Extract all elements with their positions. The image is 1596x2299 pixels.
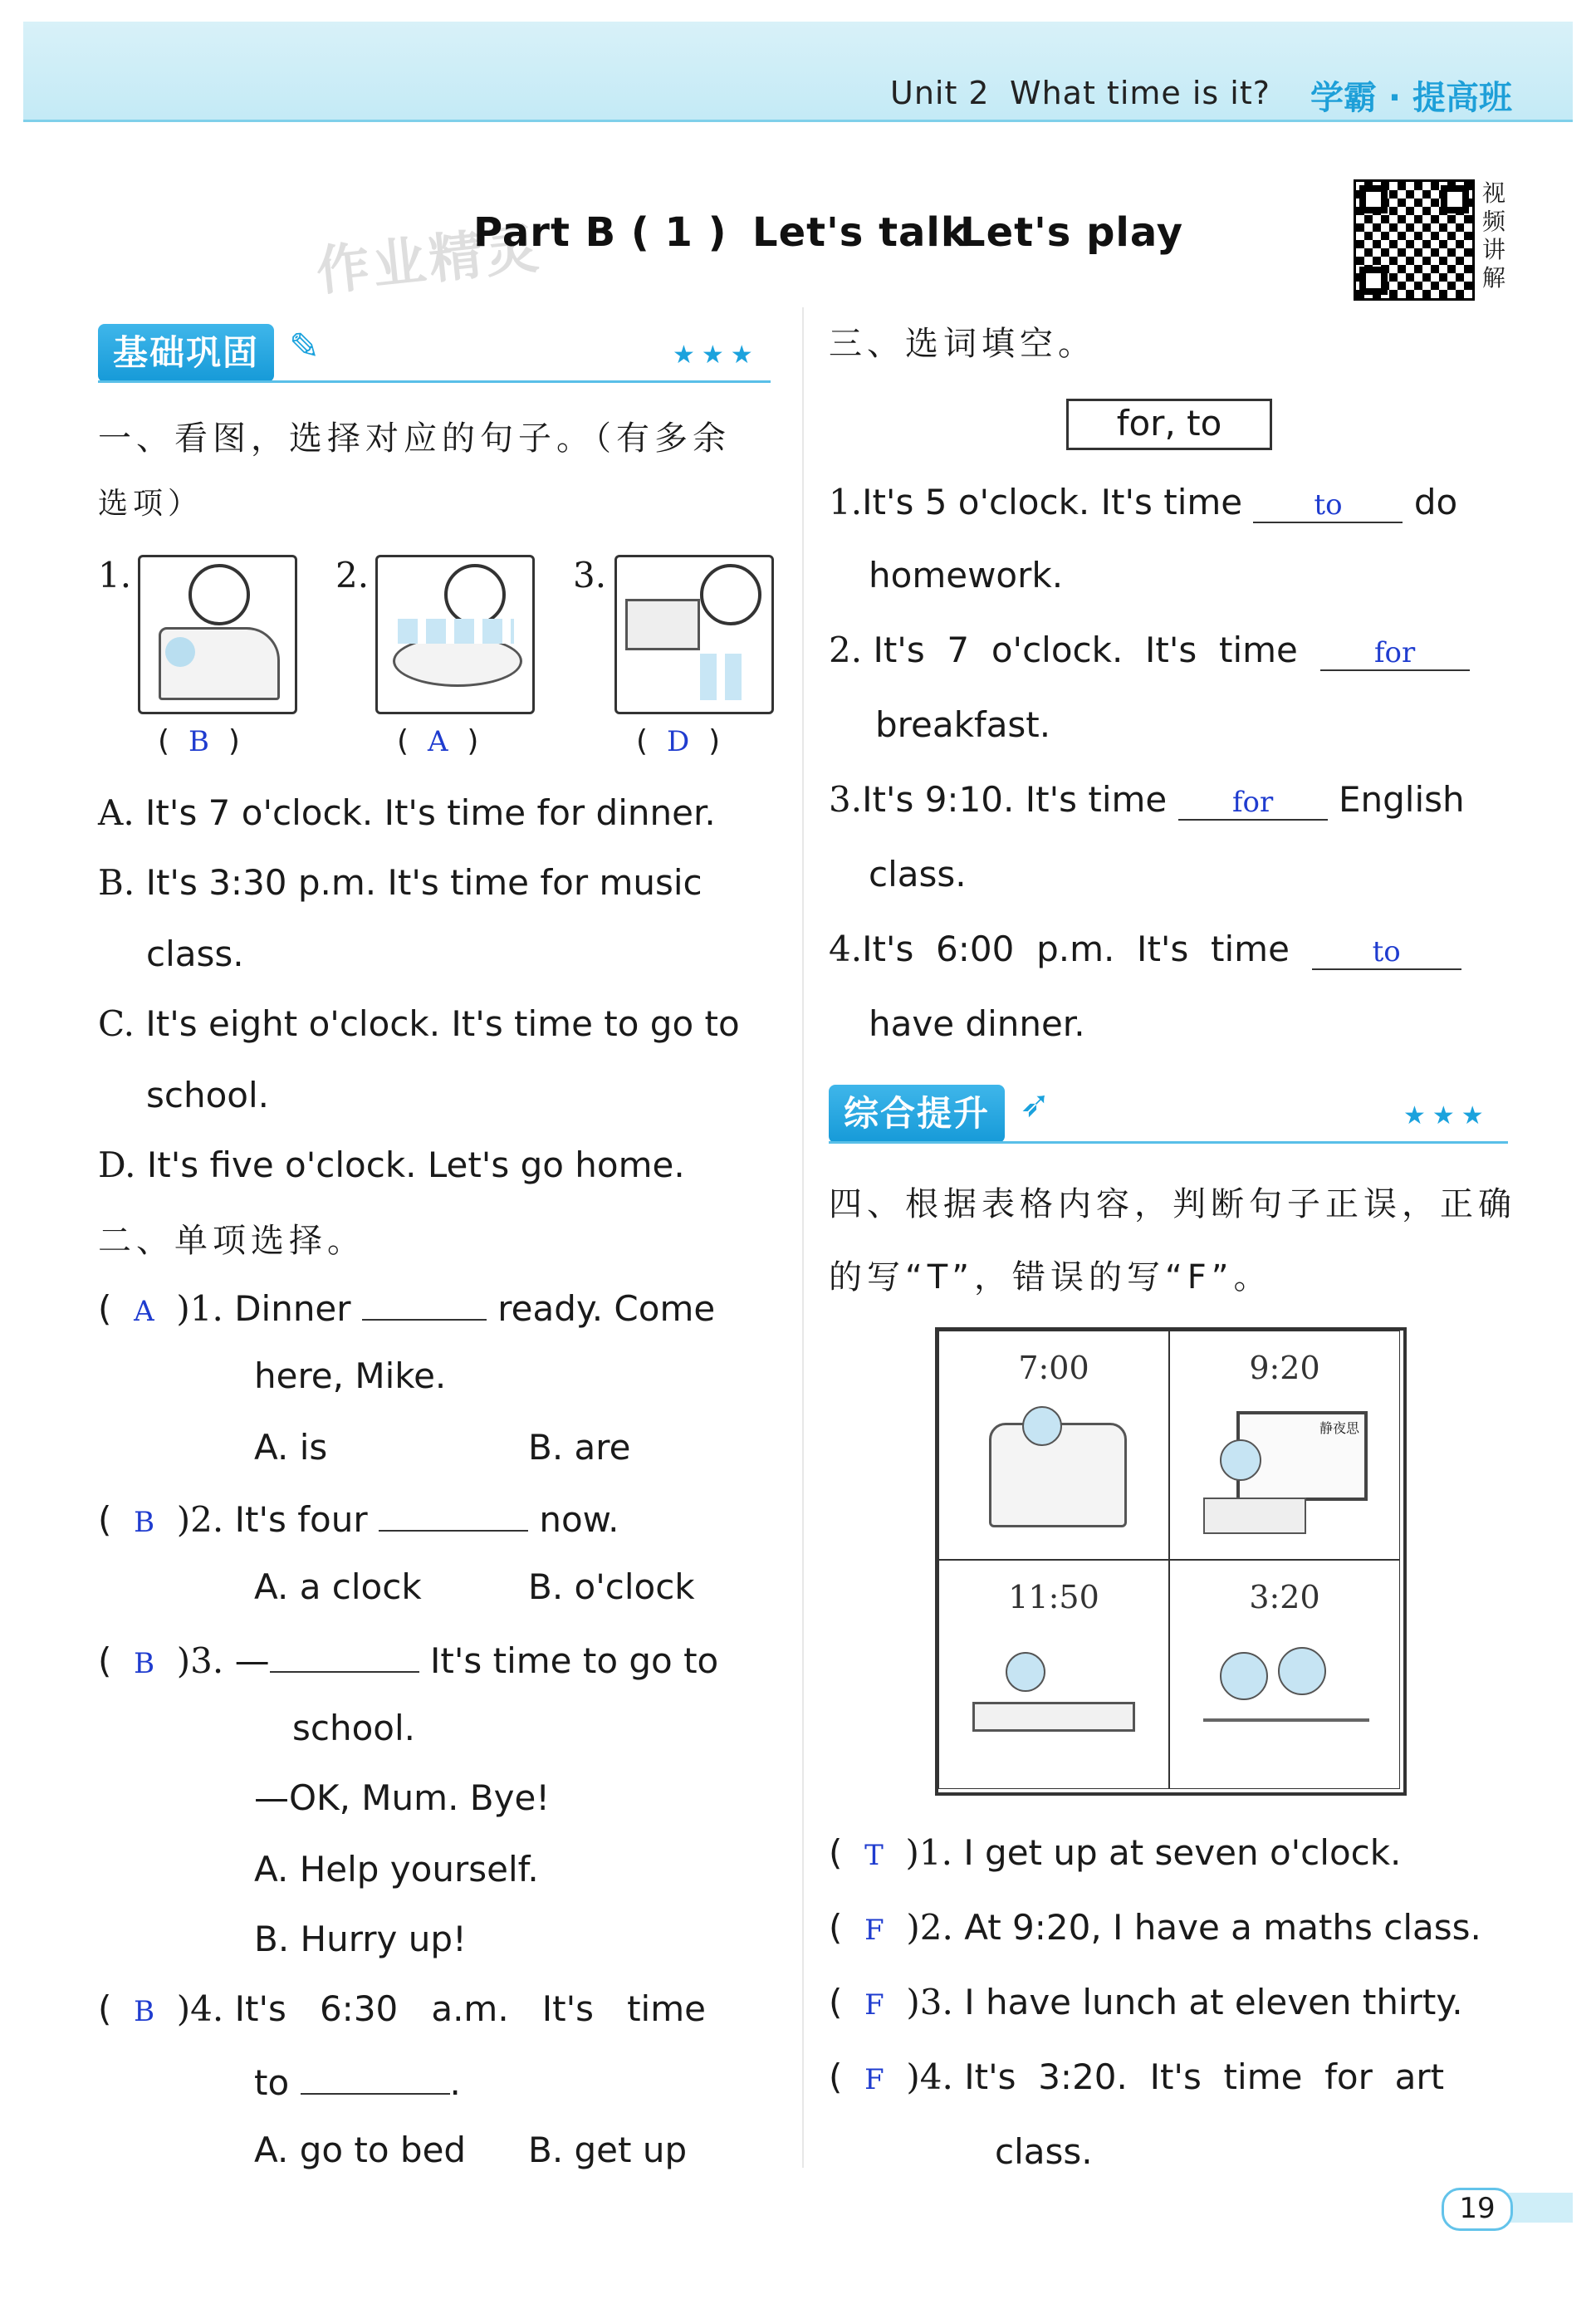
section-advanced-badge	[829, 1085, 1005, 1143]
q2-item3-opt-a: A. Help yourself.	[254, 1849, 539, 1890]
pic3-answer-slot: ( D )	[636, 724, 721, 758]
q4-item1: ( T )1. I get up at seven o'clock.	[829, 1832, 1402, 1873]
q3-heading: 三、选词填空。	[829, 325, 1096, 363]
pic1-answer-slot: ( B )	[158, 724, 240, 758]
option-b: B. It's 3:30 p.m. It's time for music	[98, 862, 703, 903]
section-basic-label: 基础巩固	[113, 332, 260, 373]
q2-item2: ( B )2. It's four now.	[98, 1497, 619, 1540]
picture-piano	[138, 555, 297, 714]
q3-item3: 3.It's 9:10. It's time for English	[829, 779, 1465, 820]
option-c: C. It's eight o'clock. It's time to go to	[98, 1003, 740, 1044]
pic3-number: 3.	[573, 555, 607, 596]
q3-item4: 4.It's 6:00 p.m. It's time to	[829, 929, 1461, 970]
q4-heading2: 的写“T”，错误的写“F”。	[829, 1258, 1272, 1297]
column-divider	[802, 307, 804, 2168]
section-advanced-stars: ★★★	[1403, 1101, 1491, 1130]
pic1-number: 1.	[98, 555, 132, 596]
ground-line	[1203, 1718, 1369, 1722]
header-unit: Unit 2	[890, 75, 990, 111]
q2-item3-opt-b: B. Hurry up!	[254, 1919, 467, 1959]
time-label: 9:20	[1249, 1350, 1320, 1386]
q3-item2-line2: breakfast.	[875, 704, 1051, 745]
option-d: D. It's five o'clock. Let's go home.	[98, 1145, 685, 1185]
qr-code[interactable]	[1354, 179, 1475, 301]
pic2-number: 2.	[335, 555, 370, 596]
q3-answer2: for	[1320, 636, 1470, 671]
q1-heading2: 选项）	[98, 487, 203, 521]
option-b-line2: class.	[146, 934, 244, 974]
option-a: A. It's 7 o'clock. It's time for dinner.	[98, 792, 716, 833]
time-label: 3:20	[1249, 1579, 1320, 1615]
pic1-answer: B	[188, 725, 209, 758]
cell-920	[1169, 1331, 1400, 1560]
q2-item1-opt-b: B. are	[528, 1427, 631, 1468]
title-play: Let's play	[960, 209, 1184, 256]
clock-icon	[444, 564, 506, 625]
desk-icon	[1203, 1498, 1306, 1534]
boy-waking-icon	[1022, 1406, 1062, 1446]
clock-icon	[188, 564, 250, 625]
lunch-table-icon	[972, 1702, 1135, 1732]
schedule-table	[935, 1327, 1407, 1796]
section-advanced-label: 综合提升	[844, 1093, 991, 1134]
q3-item4-line2: have dinner.	[869, 1003, 1085, 1044]
pic3-answer: D	[666, 725, 690, 758]
pic2-answer: A	[427, 725, 448, 758]
q4-item3: ( F )3. I have lunch at eleven thirty.	[829, 1982, 1463, 2022]
family-icon	[398, 619, 514, 644]
q3-answer4: to	[1312, 935, 1461, 970]
time-label: 11:50	[1008, 1579, 1099, 1615]
q2-item4-line2: to .	[254, 2060, 461, 2103]
cell-700	[938, 1331, 1169, 1560]
q3-item2: 2. It's 7 o'clock. It's time for	[829, 630, 1470, 671]
q2-heading: 二、单项选择。	[98, 1222, 365, 1260]
q2-item4-opt-a: A. go to bed	[254, 2130, 467, 2170]
pencil-icon: ✎	[289, 326, 320, 368]
q2-item3: ( B )3. — It's time to go to	[98, 1638, 718, 1681]
boy-eating-icon	[1006, 1652, 1045, 1692]
video-explain-label: 视频讲解	[1481, 179, 1505, 292]
time-label: 7:00	[1018, 1350, 1089, 1386]
q2-item1: ( A )1. Dinner ready. Come	[98, 1286, 715, 1329]
cell-1150	[938, 1560, 1169, 1789]
title-talk: Let's talk	[752, 209, 968, 256]
bed-icon	[989, 1423, 1127, 1527]
q3-item1-line2: homework.	[869, 555, 1064, 596]
children-icon	[700, 654, 750, 700]
running-kid-icon	[1278, 1647, 1326, 1695]
rocket-icon: ➶	[1020, 1083, 1050, 1125]
running-kid-icon	[1220, 1652, 1268, 1700]
q2-item3-line2: school.	[292, 1708, 416, 1748]
q2-item1-opt-a: A. is	[254, 1427, 328, 1468]
pic2-answer-slot: ( A )	[397, 724, 479, 758]
q4-heading: 四、根据表格内容，判断句子正误，正确	[829, 1185, 1516, 1223]
section-basic-line	[98, 380, 771, 383]
cell-320	[1169, 1560, 1400, 1789]
q2-item4: ( B )4. It's 6:30 a.m. It's time	[98, 1988, 706, 2029]
q3-answer1: to	[1253, 488, 1403, 523]
section-advanced-line	[829, 1141, 1508, 1144]
q2-item1-line2: here, Mike.	[254, 1355, 447, 1396]
section-basic-stars: ★★★	[673, 341, 760, 370]
title-part: Part B ( 1 )	[473, 209, 727, 256]
q3-item1: 1.It's 5 o'clock. It's time to do	[829, 482, 1458, 522]
section-basic-badge	[98, 324, 274, 382]
teacher-icon	[1220, 1439, 1261, 1481]
brand-logo: 学霸 · 提高班	[1310, 79, 1513, 117]
blackboard-text: 静夜思	[1319, 1420, 1359, 1436]
clock-icon	[700, 564, 761, 625]
q3-answer3: for	[1178, 786, 1328, 821]
word-box: for, to	[1066, 399, 1272, 450]
option-c-line2: school.	[146, 1075, 270, 1115]
watermark: 作业精灵	[313, 218, 545, 303]
picture-dinner	[375, 555, 535, 714]
girl-icon	[165, 637, 195, 667]
page-number: 19	[1442, 2188, 1513, 2231]
q2-item2-opt-b: B. o'clock	[528, 1566, 695, 1607]
school-building-icon	[625, 599, 700, 650]
q4-item2: ( F )2. At 9:20, I have a maths class.	[829, 1907, 1481, 1948]
picture-school	[614, 555, 774, 714]
q3-item3-line2: class.	[869, 854, 967, 895]
q2-item3-line3: —OK, Mum. Bye!	[254, 1777, 551, 1818]
q2-item2-opt-a: A. a clock	[254, 1566, 422, 1607]
q1-heading: 一、看图，选择对应的句子。（有多余	[98, 419, 731, 458]
header-question: What time is it?	[1010, 75, 1270, 111]
q4-item4-line2: class.	[995, 2131, 1093, 2172]
q2-item4-opt-b: B. get up	[528, 2130, 688, 2170]
q4-item4: ( F )4. It's 3:20. It's time for art	[829, 2056, 1445, 2097]
